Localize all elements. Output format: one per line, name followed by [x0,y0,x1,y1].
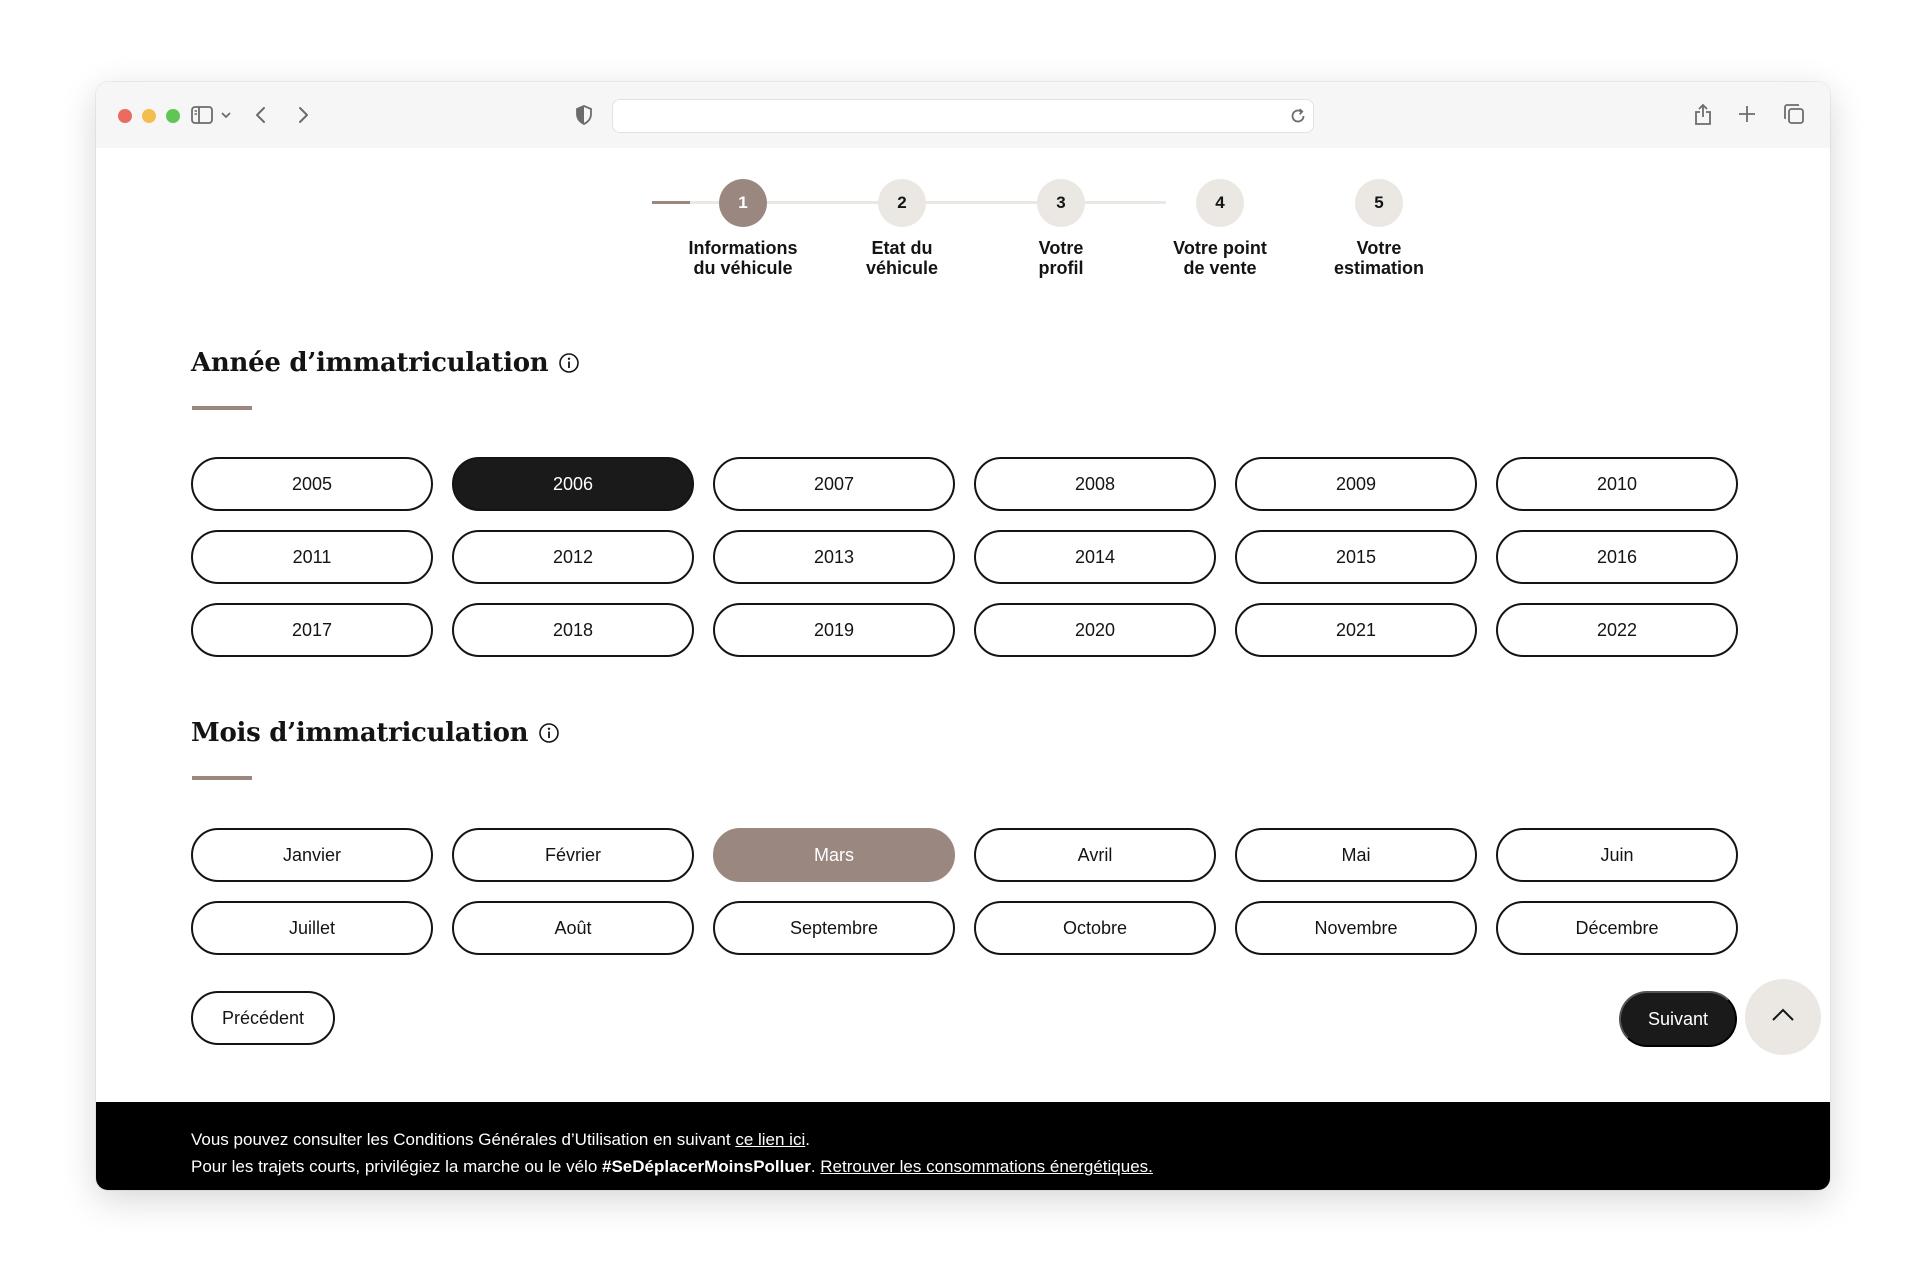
step-4-circle[interactable]: 4 [1196,179,1244,227]
footer [96,1102,1830,1190]
close-window-button[interactable] [118,109,132,123]
step-2-label [832,238,972,278]
step-1-label-line1: Informations [688,238,798,258]
month-option-janvier[interactable]: Janvier [191,828,433,882]
year-option-2005[interactable]: 2005 [191,457,433,511]
month-option-mars[interactable]: Mars [713,828,955,882]
chevron-down-icon[interactable] [220,109,232,121]
year-option-2008[interactable]: 2008 [974,457,1216,511]
step-1-label [673,238,813,278]
consumption-link[interactable]: Retrouver les consommations énergétiques. [820,1157,1153,1176]
step-3-circle[interactable]: 3 [1037,179,1085,227]
year-option-2017[interactable]: 2017 [191,603,433,657]
new-tab-icon[interactable] [1736,103,1758,125]
year-option-2007[interactable]: 2007 [713,457,955,511]
step-3-label-line2: profil [1038,258,1084,278]
sidebar-icon[interactable] [190,104,214,126]
month-option-septembre[interactable]: Septembre [713,901,955,955]
footer-cgu-text: Vous pouvez consulter les Conditions Générales d’Utilisation en suivant [191,1130,736,1149]
scroll-to-top-button[interactable] [1745,979,1821,1055]
month-option-avril[interactable]: Avril [974,828,1216,882]
year-option-2011[interactable]: 2011 [191,530,433,584]
step-5-circle[interactable]: 5 [1355,179,1403,227]
next-button[interactable]: Suivant [1619,991,1737,1047]
month-option-juillet[interactable]: Juillet [191,901,433,955]
step-5-label-line2: estimation [1333,258,1425,278]
step-4-label-line2: de vente [1183,258,1257,278]
share-icon[interactable] [1692,101,1714,127]
minimize-window-button[interactable] [142,109,156,123]
cgu-link[interactable]: ce lien ici [735,1130,806,1149]
year-title-text: Année d’immatriculation [191,348,549,378]
step-4-label [1150,238,1290,278]
step-3-label-line1: Votre [1038,238,1084,258]
shield-icon[interactable] [574,104,594,126]
month-options [191,828,1741,955]
step-2-label-line2: véhicule [865,258,939,278]
step-4-label-line1: Votre point [1173,238,1267,258]
month-option-octobre[interactable]: Octobre [974,901,1216,955]
info-icon[interactable] [538,722,560,744]
step-2-label-line1: Etat du [871,238,933,258]
stepper-progress [652,201,690,204]
year-option-2014[interactable]: 2014 [974,530,1216,584]
browser-toolbar [96,82,1830,148]
step-5-label [1309,238,1449,278]
reload-icon[interactable] [1289,107,1307,125]
year-option-2015[interactable]: 2015 [1235,530,1477,584]
footer-line-2 [191,1153,1830,1180]
footer-hashtag: #SeDéplacerMoinsPolluer [602,1157,811,1176]
year-option-2013[interactable]: 2013 [713,530,955,584]
year-option-2010[interactable]: 2010 [1496,457,1738,511]
tabs-icon[interactable] [1782,102,1806,126]
year-option-2019[interactable]: 2019 [713,603,955,657]
year-option-2016[interactable]: 2016 [1496,530,1738,584]
back-icon[interactable] [250,103,270,127]
step-3-label [991,238,1131,278]
year-section-title [191,348,580,378]
month-title-text: Mois d’immatriculation [191,718,529,748]
browser-window [96,82,1830,1190]
chevron-up-icon [1771,1008,1795,1027]
step-5-label-line1: Votre [1356,238,1402,258]
month-section-title [191,718,560,748]
month-option-juin[interactable]: Juin [1496,828,1738,882]
month-option-novembre[interactable]: Novembre [1235,901,1477,955]
step-1-label-line2: du véhicule [693,258,793,278]
month-option-mai[interactable]: Mai [1235,828,1477,882]
forward-icon[interactable] [293,103,313,127]
step-2-circle[interactable]: 2 [878,179,926,227]
month-option-février[interactable]: Février [452,828,694,882]
progress-stepper [581,176,1425,296]
info-icon[interactable] [558,352,580,374]
year-option-2009[interactable]: 2009 [1235,457,1477,511]
maximize-window-button[interactable] [166,109,180,123]
year-option-2021[interactable]: 2021 [1235,603,1477,657]
footer-line-1 [191,1126,1830,1153]
year-option-2018[interactable]: 2018 [452,603,694,657]
year-option-2006[interactable]: 2006 [452,457,694,511]
address-bar[interactable] [612,99,1314,133]
year-title-underline [192,406,252,410]
year-option-2022[interactable]: 2022 [1496,603,1738,657]
year-option-2012[interactable]: 2012 [452,530,694,584]
year-option-2020[interactable]: 2020 [974,603,1216,657]
year-options [191,457,1741,657]
month-option-août[interactable]: Août [452,901,694,955]
footer-cgu-period: . [805,1130,810,1149]
footer-separator: . [810,1157,821,1176]
month-title-underline [192,776,252,780]
previous-button[interactable]: Précédent [191,991,335,1045]
step-1-circle[interactable]: 1 [719,179,767,227]
footer-mobility-text: Pour les trajets courts, privilégiez la marche ou le vélo [191,1157,603,1176]
month-option-décembre[interactable]: Décembre [1496,901,1738,955]
